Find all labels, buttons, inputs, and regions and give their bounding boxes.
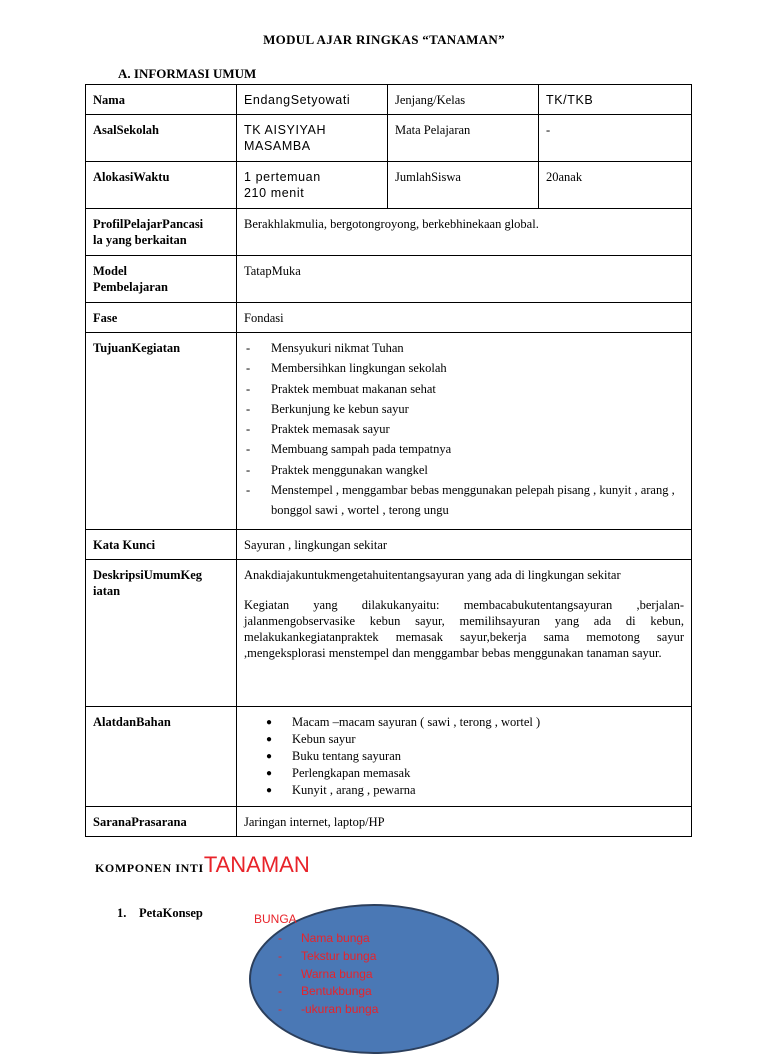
model-label (86, 256, 237, 303)
mapel-value: - (539, 115, 692, 162)
list-item: - Menstempel , menggambar bebas menggunakan pelepah pisang , kunyit , arang , bonggol sawi , wortel , terong ungu (244, 480, 684, 521)
komponen-inti-heading (95, 852, 310, 878)
table-row (86, 560, 692, 707)
model-value: TatapMuka (237, 256, 692, 303)
asal-sekolah-line-2: MASAMBA (244, 139, 311, 153)
list-item: - Tekstur bunga (276, 948, 378, 966)
asal-sekolah-line-1: TK AISYIYAH (244, 123, 327, 137)
alokasi-label: AlokasiWaktu (86, 162, 237, 209)
list-item: - Praktek membuat makanan sehat (244, 379, 684, 399)
peta-konsep-number: 1. (117, 906, 127, 920)
profil-label-line-2: la yang berkaitan (93, 233, 187, 247)
deskripsi-paragraph-1: Anakdiajakuntukmengetahuitentangsayuran yang ada di lingkungan sekitar (244, 568, 621, 582)
list-item: - Warna bunga (276, 966, 378, 984)
list-item: ● Kunyit , arang , pewarna (244, 782, 684, 799)
document-title: MODUL AJAR RINGKAS “TANAMAN” (263, 32, 505, 47)
info-table (85, 84, 692, 837)
komponen-inti-prefix: KOMPONEN INTI (95, 861, 204, 875)
fase-value: Fondasi (237, 303, 692, 333)
sarana-label: SaranaPrasarana (86, 807, 237, 837)
deskripsi-cell (237, 560, 692, 707)
komponen-inti-title: TANAMAN (203, 852, 310, 877)
model-label-line-2: Pembelajaran (93, 280, 168, 294)
alokasi-value (237, 162, 388, 209)
kata-kunci-value: Sayuran , lingkungan sekitar (237, 530, 692, 560)
sarana-value: Jaringan internet, laptop/HP (237, 807, 692, 837)
table-row (86, 162, 692, 209)
bunga-list (276, 930, 378, 1019)
jenjang-label: Jenjang/Kelas (388, 85, 539, 115)
peta-konsep-label: PetaKonsep (139, 906, 203, 920)
deskripsi-label-line-2: iatan (93, 584, 121, 598)
list-item: ● Kebun sayur (244, 731, 684, 748)
list-item: - Berkunjung ke kebun sayur (244, 399, 684, 419)
table-row (86, 256, 692, 303)
alat-bahan-cell (237, 707, 692, 807)
list-item: ● Perlengkapan memasak (244, 765, 684, 782)
list-item: - Nama bunga (276, 930, 378, 948)
alokasi-line-2: 210 menit (244, 186, 305, 200)
list-item: - Praktek menggunakan wangkel (244, 460, 684, 480)
jumlah-label: JumlahSiswa (388, 162, 539, 209)
profil-label-line-1: ProfilPelajarPancasi (93, 217, 204, 231)
table-row (86, 333, 692, 530)
table-row (86, 85, 692, 115)
fase-label: Fase (86, 303, 237, 333)
deskripsi-label-line-1: DeskripsiUmumKeg (93, 568, 203, 582)
nama-value: EndangSetyowati (237, 85, 388, 115)
peta-konsep-heading (117, 906, 203, 921)
alat-bahan-list (244, 714, 684, 799)
jenjang-value: TK/TKB (539, 85, 692, 115)
alokasi-line-1: 1 pertemuan (244, 170, 321, 184)
table-row (86, 209, 692, 256)
tujuan-list (244, 338, 684, 521)
list-item: - -ukuran bunga (276, 1001, 378, 1019)
jumlah-value: 20anak (539, 162, 692, 209)
table-row (86, 807, 692, 837)
deskripsi-label (86, 560, 237, 707)
list-item: ● Buku tentang sayuran (244, 748, 684, 765)
nama-label: Nama (86, 85, 237, 115)
bunga-title: BUNGA (254, 912, 297, 926)
section-heading-informasi-umum: A. INFORMASI UMUM (118, 66, 257, 81)
list-item: - Membuang sampah pada tempatnya (244, 439, 684, 459)
asal-sekolah-value (237, 115, 388, 162)
model-label-line-1: Model (93, 264, 128, 278)
table-row (86, 707, 692, 807)
asal-sekolah-label: AsalSekolah (86, 115, 237, 162)
list-item: - Bentukbunga (276, 983, 378, 1001)
list-item: - Mensyukuri nikmat Tuhan (244, 338, 684, 358)
list-item: ● Macam –macam sayuran ( sawi , terong , wortel ) (244, 714, 684, 731)
profil-label (86, 209, 237, 256)
tujuan-cell (237, 333, 692, 530)
kata-kunci-label: Kata Kunci (86, 530, 237, 560)
list-item: - Praktek memasak sayur (244, 419, 684, 439)
deskripsi-paragraph-2: Kegiatan yang dilakukanyaitu: membacabukutentangsayuran ,berjalan-jalanmengobservasike kebun sayur, memilihsayuran yang ada di kebun, melakukankegiatanpraktek memasak sayur,bekerja sama memotong sayur ,mengeksplorasi menstempel dan menggambar bebas menggunakan tanaman sayur. (244, 598, 684, 660)
table-row (86, 115, 692, 162)
alat-bahan-label: AlatdanBahan (86, 707, 237, 807)
mapel-label: Mata Pelajaran (388, 115, 539, 162)
table-row (86, 303, 692, 333)
profil-value: Berakhlakmulia, bergotongroyong, berkebhinekaan global. (237, 209, 692, 256)
table-row (86, 530, 692, 560)
list-item: - Membersihkan lingkungan sekolah (244, 358, 684, 378)
tujuan-label: TujuanKegiatan (86, 333, 237, 530)
